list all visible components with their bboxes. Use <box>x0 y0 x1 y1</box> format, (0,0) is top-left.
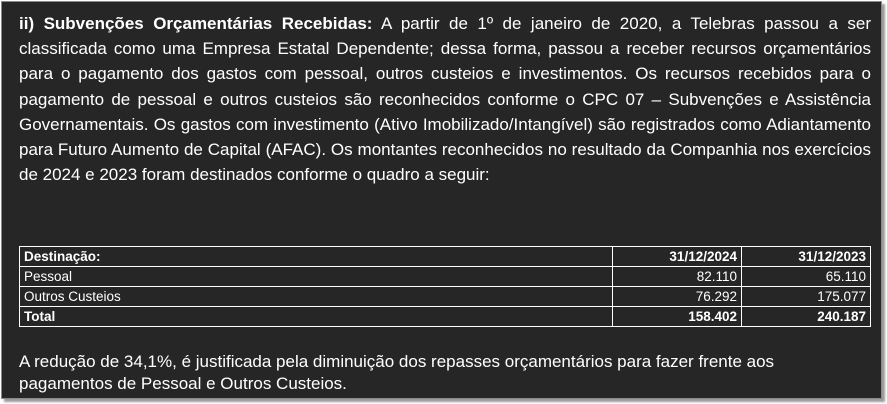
table-row <box>20 267 871 287</box>
row-value-2024: 82.110 <box>613 267 742 287</box>
intro-paragraph <box>19 11 871 187</box>
table-total-row <box>20 307 871 327</box>
row-label: Outros Custeios <box>20 287 613 307</box>
content-panel <box>1 1 882 399</box>
row-value-2024: 76.292 <box>613 287 742 307</box>
paragraph-body: A partir de 1º de janeiro de 2020, a Telebras passou a ser classificada como uma Empresa Estatal Dependente; dessa forma, passou a receber recursos orçamentários para o pagamento dos gastos com pessoal, outros custeios e investimentos. Os recursos recebidos para o pagamento de pessoal e outros custeios são reconhecidos conforme o CPC 07 – Subvenções e Assistência Governamentais. Os gastos com investimento (Ativo Imobilizado/Intangível) são registrados como Adiantamento para Futuro Aumento de Capital (AFAC). Os montantes reconhecidos no resultado da Companhia nos exercícios de 2024 e 2023 foram destinados conforme o quadro a seguir: <box>19 14 871 185</box>
subvencoes-table <box>19 246 871 327</box>
total-label: Total <box>20 307 613 327</box>
header-2023: 31/12/2023 <box>742 247 871 267</box>
section-heading: ii) Subvenções Orçamentárias Recebidas: <box>19 14 373 33</box>
total-value-2024: 158.402 <box>613 307 742 327</box>
footer-paragraph: A redução de 34,1%, é justificada pela diminuição dos repasses orçamentários para fazer frente aos pagamentos de Pessoal e Outros Custeios. <box>19 352 775 393</box>
header-destinacao: Destinação: <box>20 247 613 267</box>
table-row <box>20 287 871 307</box>
row-value-2023: 65.110 <box>742 267 871 287</box>
table-header-row <box>20 247 871 267</box>
total-value-2023: 240.187 <box>742 307 871 327</box>
header-2024: 31/12/2024 <box>613 247 742 267</box>
row-label: Pessoal <box>20 267 613 287</box>
row-value-2023: 175.077 <box>742 287 871 307</box>
